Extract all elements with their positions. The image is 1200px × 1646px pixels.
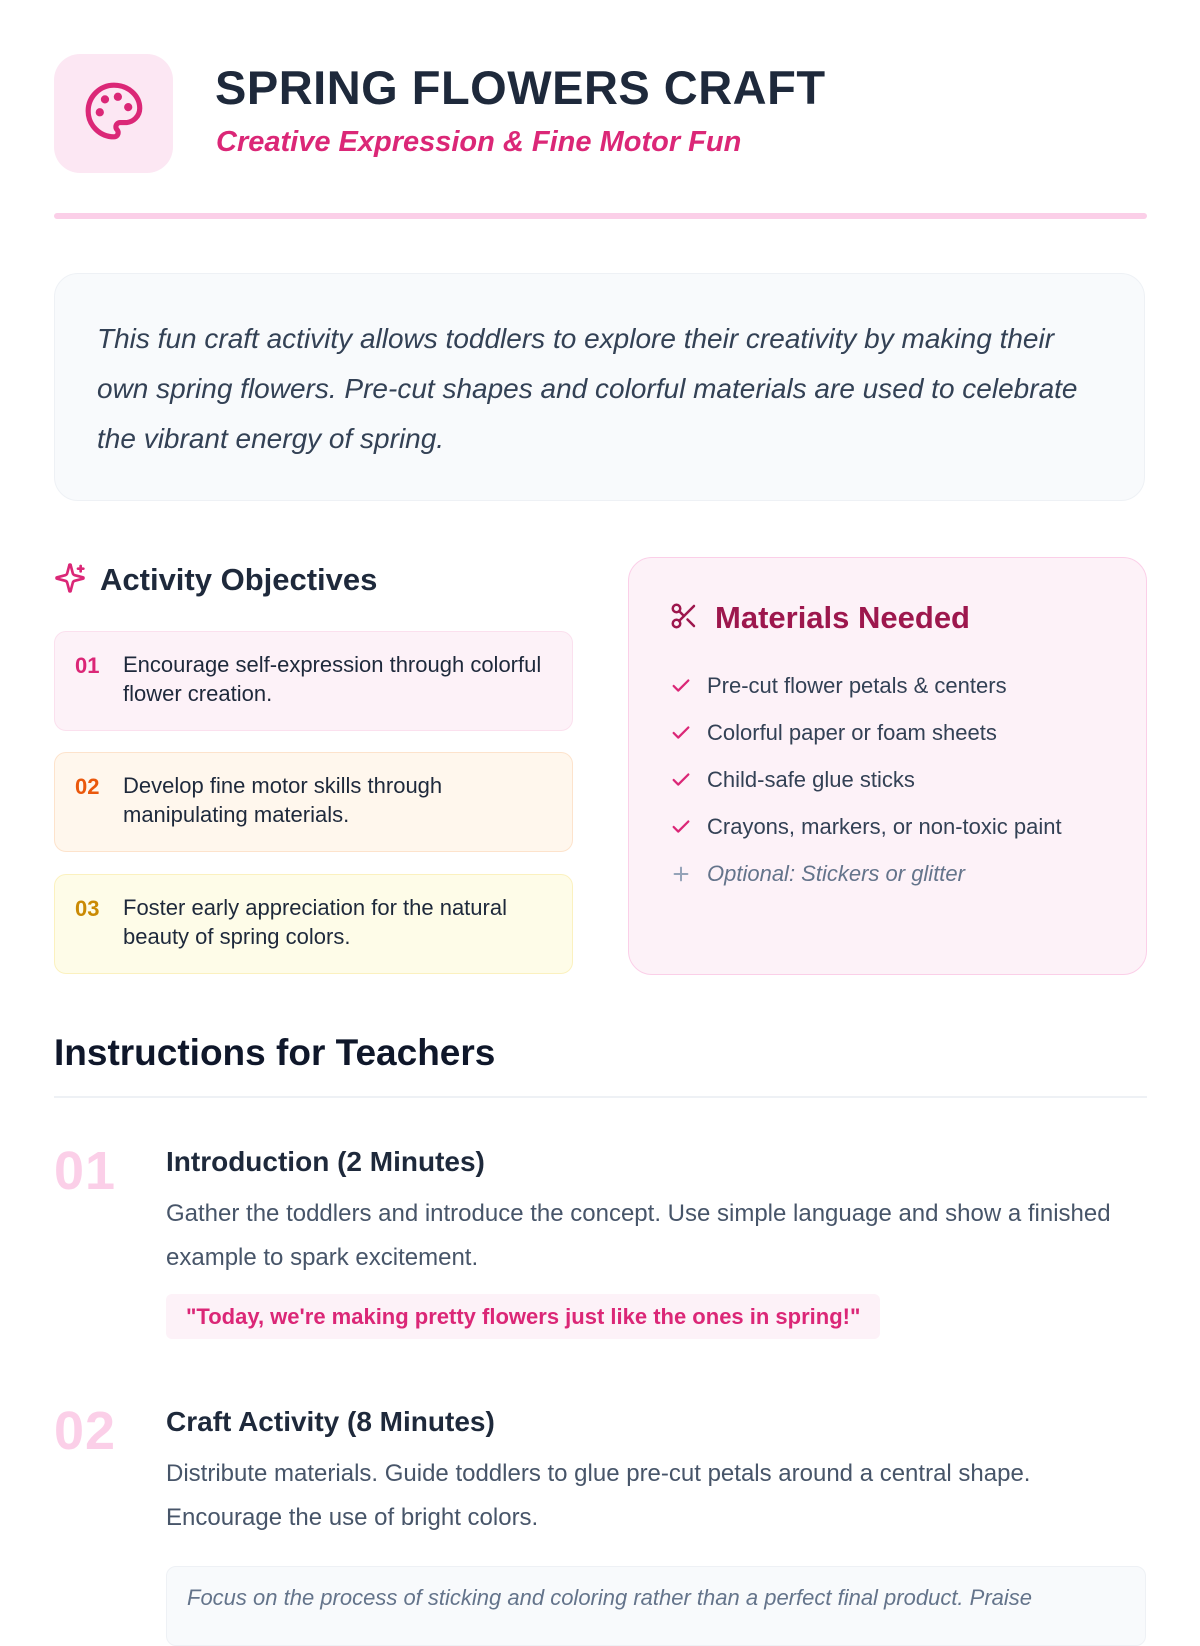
material-item <box>669 709 1106 756</box>
objectives-title: Activity Objectives <box>100 562 378 597</box>
step-quote: "Today, we're making pretty flowers just like the ones in spring!" <box>166 1294 880 1339</box>
logo-badge <box>54 54 173 173</box>
objective-card <box>54 874 573 974</box>
scissors-icon <box>669 601 699 636</box>
material-label: Crayons, markers, or non-toxic paint <box>707 813 1062 839</box>
objective-card <box>54 752 573 852</box>
material-label: Child-safe glue sticks <box>707 766 915 792</box>
step-number: 02 <box>54 1401 117 1461</box>
materials-card <box>628 557 1147 975</box>
material-item <box>669 803 1106 850</box>
step-description: Distribute materials. Guide toddlers to glue pre-cut petals around a central shape. Encourage the use of bright colors. <box>166 1460 1031 1531</box>
objective-text: Encourage self-expression through colorful flower creation. <box>123 652 542 706</box>
materials-list <box>669 662 1106 897</box>
objectives-heading <box>54 560 377 600</box>
instructions-heading: Instructions for Teachers <box>54 1032 496 1073</box>
palette-icon <box>83 80 145 147</box>
materials-title: Materials Needed <box>715 600 970 635</box>
header <box>54 54 1147 174</box>
sparkles-icon <box>54 562 86 599</box>
page-title: SPRING FLOWERS CRAFT <box>215 61 826 114</box>
instruction-step <box>54 1140 1147 1340</box>
page-subtitle: Creative Expression & Fine Motor Fun <box>216 126 742 158</box>
instruction-step <box>54 1400 1147 1610</box>
intro-text: This fun craft activity allows toddlers to explore their creativity by making their own spring flowers. Pre-cut shapes and colorful materials are used to celebrate the vibrant energy of spring. <box>97 323 1078 454</box>
material-item-optional <box>669 850 1106 897</box>
check-icon <box>669 816 693 838</box>
check-icon <box>669 769 693 791</box>
step-number: 01 <box>54 1141 117 1201</box>
material-label: Colorful paper or foam sheets <box>707 719 997 745</box>
objective-card <box>54 631 573 731</box>
check-icon <box>669 675 693 697</box>
objective-number: 01 <box>75 653 100 678</box>
check-icon <box>669 722 693 744</box>
header-divider <box>54 213 1147 219</box>
objective-number: 03 <box>75 896 100 921</box>
intro-card <box>54 273 1145 501</box>
step-title: Craft Activity (8 Minutes) <box>166 1406 495 1437</box>
materials-heading <box>669 600 1106 636</box>
objective-number: 02 <box>75 774 100 799</box>
material-item <box>669 756 1106 803</box>
objective-text: Develop fine motor skills through manipulating materials. <box>123 773 443 827</box>
material-item <box>669 662 1106 709</box>
plus-icon <box>669 863 693 885</box>
material-label: Pre-cut flower petals & centers <box>707 672 1007 698</box>
objective-text: Foster early appreciation for the natural beauty of spring colors. <box>123 895 507 949</box>
material-label: Optional: Stickers or glitter <box>707 860 965 886</box>
step-title: Introduction (2 Minutes) <box>166 1146 485 1177</box>
step-note: Focus on the process of sticking and coloring rather than a perfect final product. Praise <box>166 1566 1146 1646</box>
step-description: Gather the toddlers and introduce the concept. Use simple language and show a finished example to spark excitement. <box>166 1200 1111 1271</box>
instructions-divider <box>54 1096 1147 1098</box>
